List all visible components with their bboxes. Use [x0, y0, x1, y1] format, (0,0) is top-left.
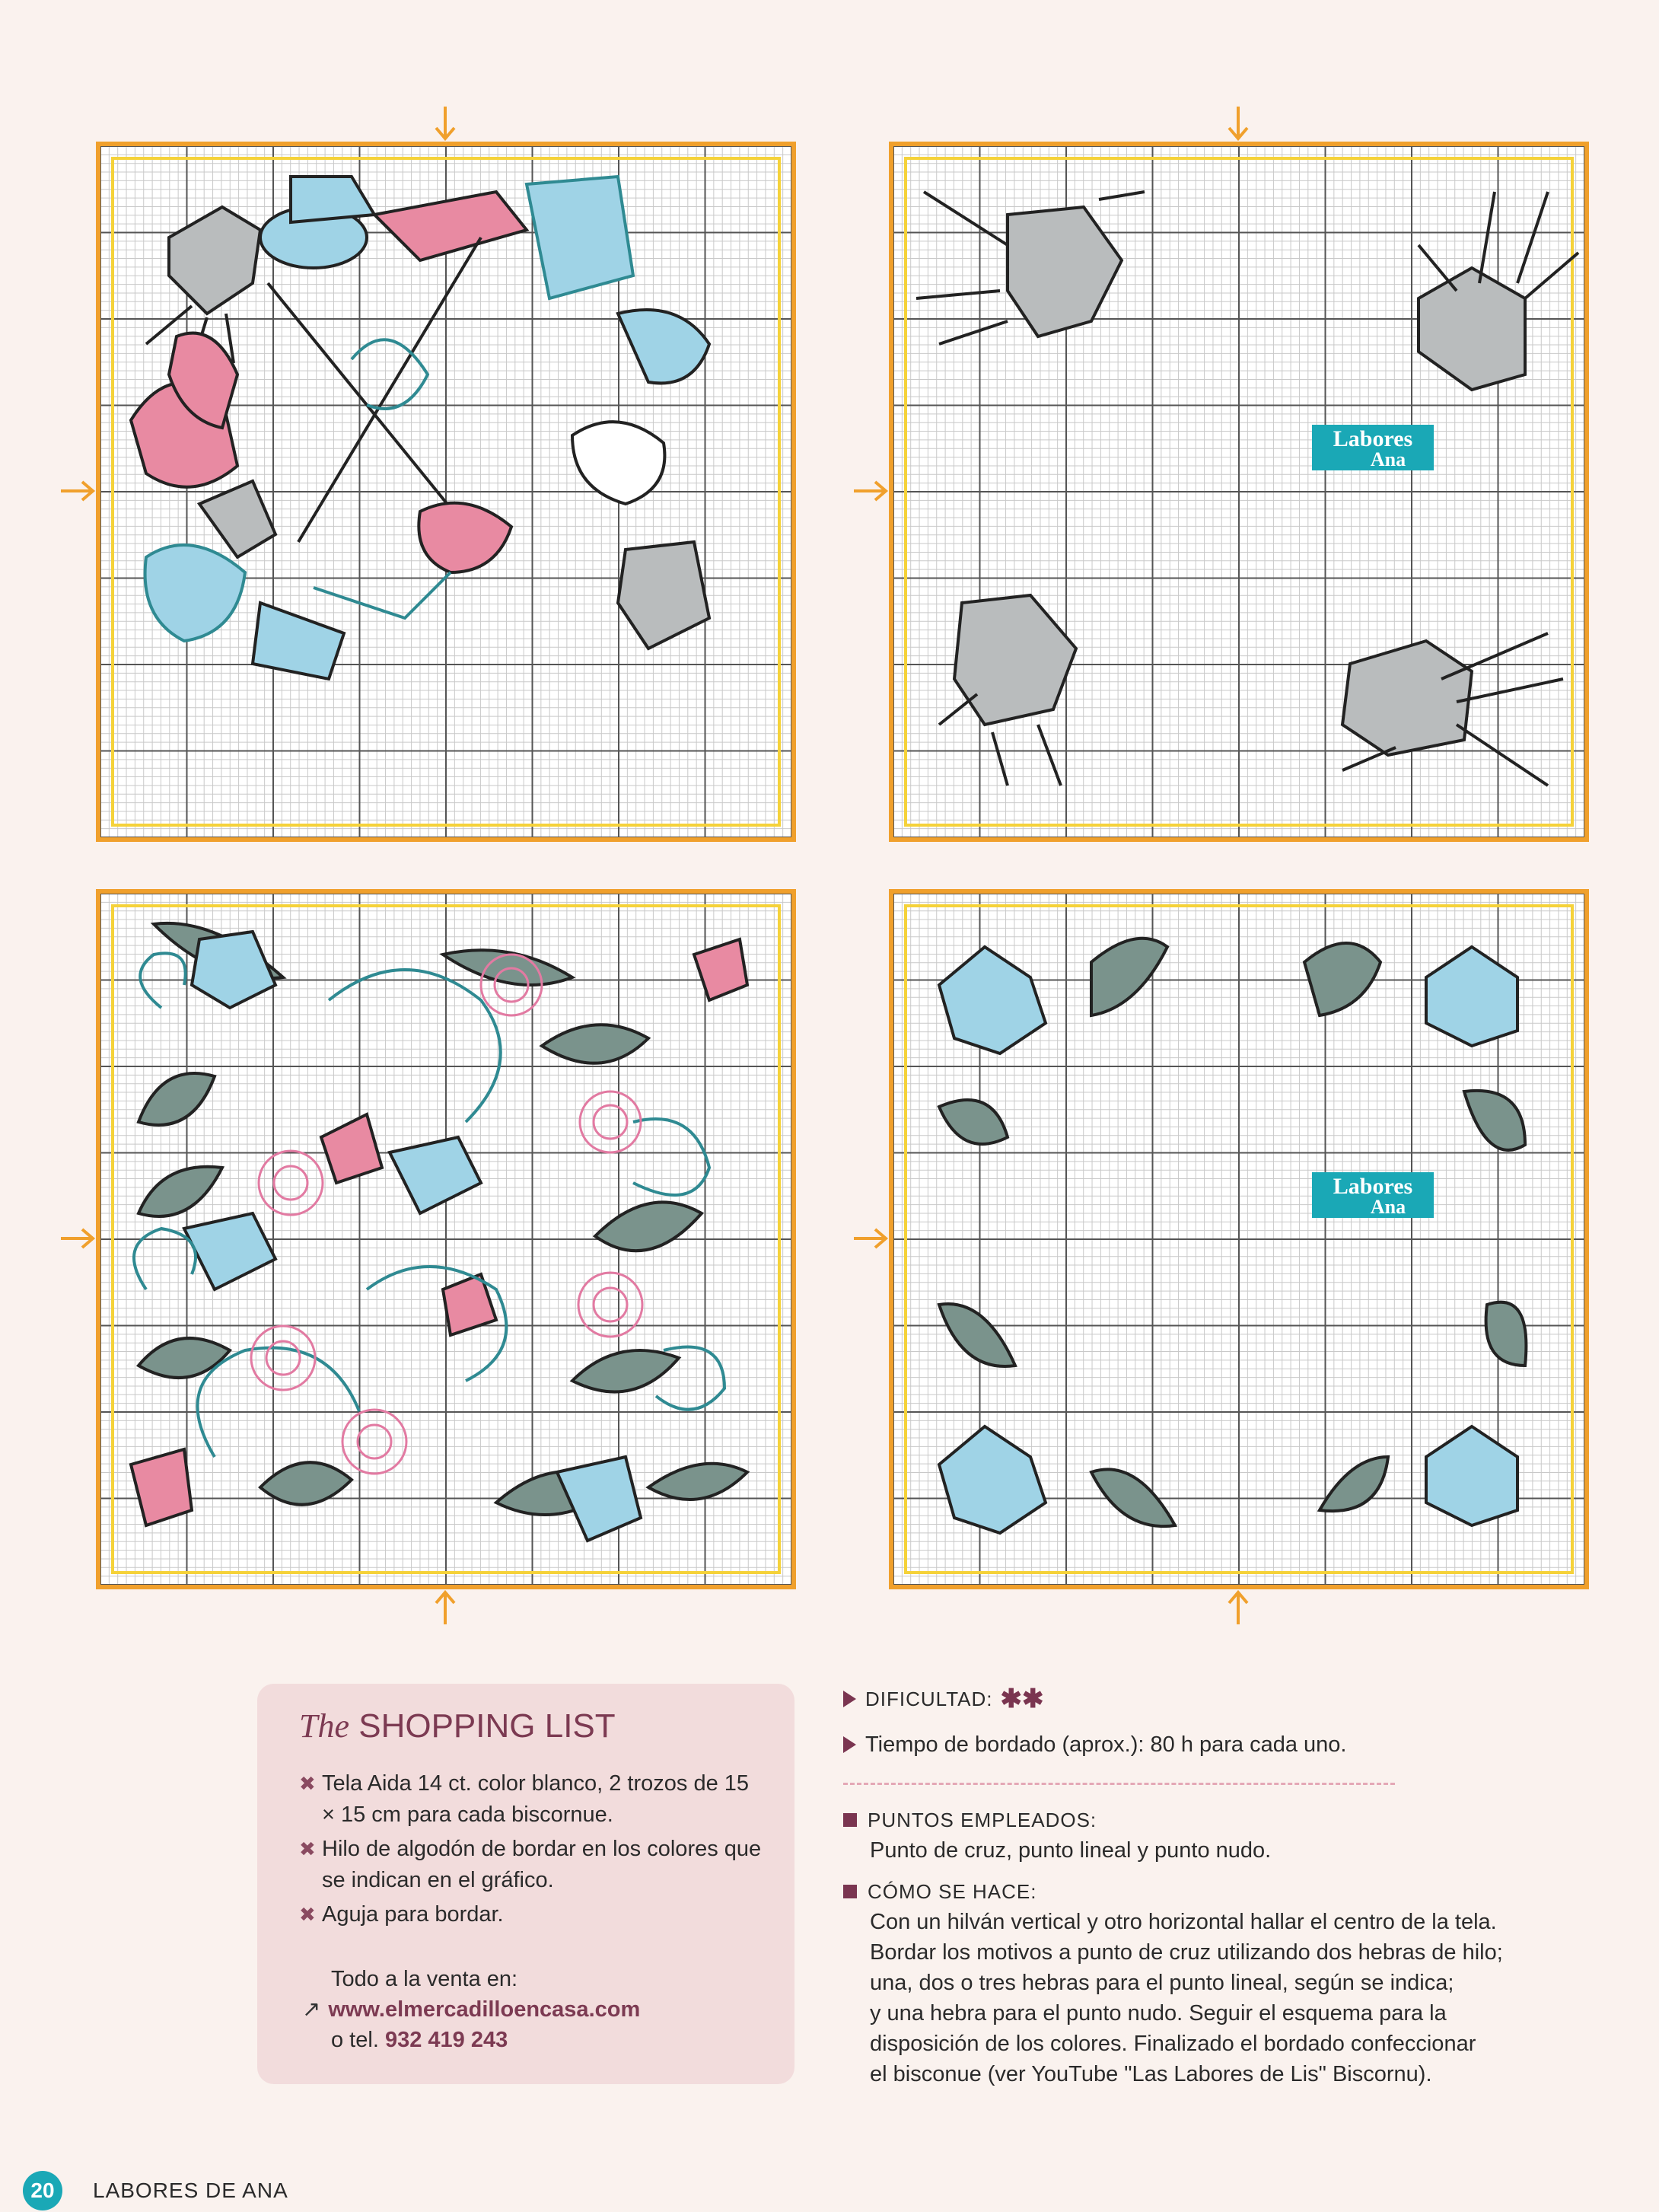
howto-line: Bordar los motivos a punto de cruz utilizando dos hebras de hilo;	[870, 1940, 1503, 1965]
butterfly-motif	[939, 947, 1046, 1053]
square-bullet-icon	[843, 1813, 857, 1827]
difficulty-row	[843, 1684, 1604, 1714]
website-link[interactable]: www.elmercadilloencasa.com	[328, 1997, 641, 2022]
phone-prefix: o tel.	[331, 2028, 379, 2052]
bird-motif	[192, 932, 275, 1008]
arrow-right-icon	[854, 480, 889, 502]
triangle-bullet-icon	[843, 1736, 856, 1753]
scissors-right-motif	[572, 422, 664, 504]
howto-line: una, dos o tres hebras para el punto lineal, según se indica;	[870, 1971, 1454, 1995]
difficulty-stars: ✱✱	[1000, 1684, 1044, 1713]
arrow-down-icon	[434, 107, 457, 142]
butterfly-motif	[694, 939, 747, 1000]
thimble-motif	[1008, 207, 1122, 336]
dashed-divider	[843, 1783, 1395, 1785]
title-main: SHOPPING LIST	[358, 1707, 616, 1745]
cross-bullet-icon: ✖	[299, 1772, 316, 1795]
thimble-motif	[1419, 268, 1525, 390]
list-item	[299, 1899, 764, 1930]
logo-text-2: Ana	[1370, 1196, 1406, 1218]
chart-top-right	[889, 142, 1589, 842]
howto-line: y una hebra para el punto nudo. Seguir el esquema para la	[870, 2001, 1447, 2026]
sale-intro: Todo a la venta en:	[331, 1967, 518, 1991]
external-link-icon: ↗	[302, 1997, 321, 2022]
motif-layer	[893, 894, 1584, 1585]
spool-bottom-motif	[145, 545, 245, 641]
chart-bottom-right	[889, 889, 1589, 1589]
stitches-header	[843, 1805, 1604, 1835]
motif-layer	[893, 146, 1584, 837]
thimble-bottom-motif	[618, 542, 709, 649]
list-item	[299, 1768, 764, 1831]
motif-layer	[100, 894, 791, 1585]
howto-label: CÓMO SE HACE:	[868, 1880, 1037, 1903]
logo-text-2: Ana	[1370, 448, 1406, 470]
labores-logo	[1312, 1172, 1434, 1218]
list-item-text: Tela Aida 14 ct. color blanco, 2 trozos de 15 × 15 cm para cada biscornue.	[322, 1771, 750, 1827]
spool-right-motif	[527, 177, 633, 298]
chart-bottom-left	[96, 889, 796, 1589]
leaf-motif	[1091, 939, 1167, 1015]
cross-bullet-icon: ✖	[299, 1837, 316, 1860]
stitches-label: PUNTOS EMPLEADOS:	[868, 1809, 1097, 1831]
howto-header	[843, 1876, 1604, 1907]
time-text: Tiempo de bordado (aprox.): 80 h para cada uno.	[865, 1732, 1347, 1757]
logo-text: Labores	[1333, 426, 1413, 451]
labores-logo	[1312, 425, 1434, 470]
title-the: The	[299, 1707, 349, 1745]
thimble-motif	[954, 595, 1076, 725]
shopping-list-box	[257, 1684, 794, 2084]
arrow-right-icon	[61, 1227, 96, 1250]
triangle-bullet-icon	[843, 1691, 856, 1707]
chart-top-left	[96, 142, 796, 842]
square-bullet-icon	[843, 1885, 857, 1898]
arrow-up-icon	[1227, 1589, 1250, 1624]
instructions	[843, 1684, 1604, 2089]
list-item-text: Hilo de algodón de bordar en los colores que se indican en el gráfico.	[322, 1837, 762, 1892]
arrow-right-icon	[854, 1227, 889, 1250]
thimble-motif	[169, 207, 260, 314]
shopping-list-title	[299, 1707, 764, 1745]
howto-line: disposición de los colores. Finalizado el bordado confeccionar	[870, 2032, 1476, 2056]
arrow-down-icon	[1227, 107, 1250, 142]
list-item	[299, 1834, 764, 1896]
tape-roll-motif	[419, 503, 511, 572]
arrow-up-icon	[434, 1589, 457, 1624]
list-item-text: Aguja para bordar.	[322, 1902, 504, 1927]
sale-info	[299, 1964, 764, 2055]
stitches-text: Punto de cruz, punto lineal y punto nudo.	[870, 1838, 1272, 1863]
time-row	[843, 1729, 1604, 1760]
howto-line: Con un hilván vertical y otro horizontal hallar el centro de la tela.	[870, 1910, 1497, 1934]
thimble-motif	[1342, 641, 1472, 755]
phone-number: 932 419 243	[384, 2028, 508, 2052]
difficulty-label: DIFICULTAD:	[865, 1688, 993, 1710]
page-number: 20	[23, 2171, 62, 2210]
logo-text: Labores	[1333, 1174, 1413, 1199]
motif-layer	[100, 146, 791, 837]
magazine-name: LABORES DE ANA	[93, 2179, 288, 2202]
howto-line: el bisconue (ver YouTube "Las Labores de Lis" Biscornu).	[870, 2062, 1432, 2086]
arrow-right-icon	[61, 480, 96, 502]
tape-measure-motif	[374, 192, 527, 260]
howto-text	[843, 1907, 1604, 2089]
cross-bullet-icon: ✖	[299, 1903, 316, 1926]
